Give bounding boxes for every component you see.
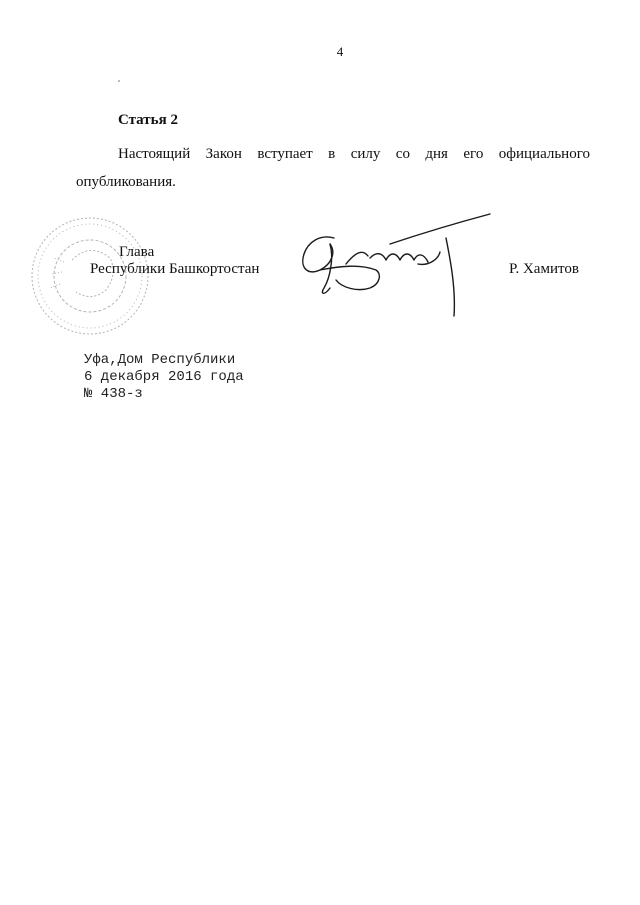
- paragraph-line-1: Настоящий Закон вступает в силу со дня его официального: [118, 146, 590, 162]
- law-number: № 438-з: [84, 386, 143, 402]
- handwritten-signature: [290, 208, 500, 328]
- signer-name: Р. Хамитов: [509, 261, 579, 277]
- signing-date: 6 декабря 2016 года: [84, 369, 244, 385]
- page-number: 4: [336, 44, 344, 59]
- official-seal: [22, 212, 162, 347]
- document-footer: [84, 352, 244, 403]
- paragraph-line-2: опубликования.: [76, 174, 176, 190]
- article-title: Статья 2: [118, 112, 178, 128]
- scan-speck: [118, 80, 120, 82]
- signatory-region: Республики Башкортостан: [90, 261, 260, 277]
- signing-place: Уфа,Дом Республики: [84, 352, 236, 368]
- signatory-title: Глава: [119, 244, 155, 260]
